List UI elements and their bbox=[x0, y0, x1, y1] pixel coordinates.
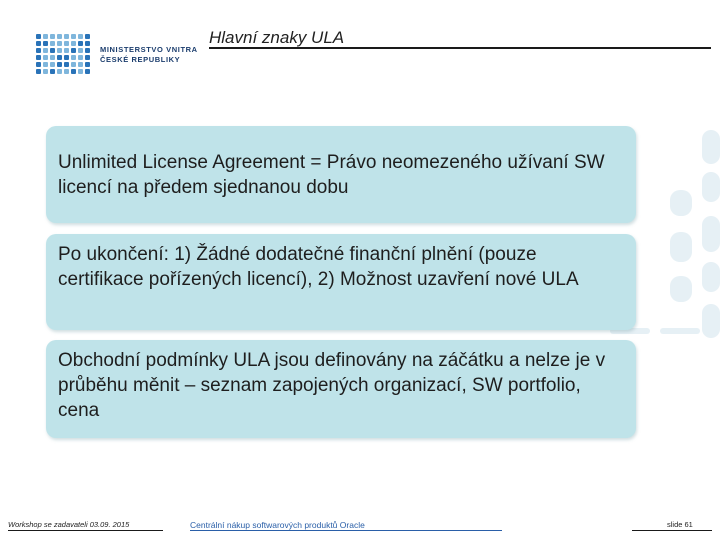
logo-dot bbox=[43, 55, 48, 60]
logo-dot bbox=[50, 41, 55, 46]
feature-box-3 bbox=[46, 340, 636, 438]
logo-dot bbox=[71, 48, 76, 53]
logo-dot bbox=[78, 69, 83, 74]
logo-dot bbox=[57, 34, 62, 39]
logo-dot bbox=[57, 69, 62, 74]
logo-line-1: MINISTERSTVO VNITRA bbox=[100, 45, 198, 54]
logo-dot bbox=[64, 55, 69, 60]
logo-dot bbox=[50, 48, 55, 53]
logo-dot bbox=[50, 69, 55, 74]
logo-dot bbox=[64, 48, 69, 53]
footer-left-rule bbox=[8, 530, 163, 531]
logo-dot bbox=[36, 48, 41, 53]
ministry-logo bbox=[34, 32, 198, 80]
logo-dot bbox=[71, 55, 76, 60]
logo-dot bbox=[43, 34, 48, 39]
logo-dot bbox=[36, 55, 41, 60]
logo-dot bbox=[57, 55, 62, 60]
feature-text-2: Po ukončení: 1) Žádné dodatečné finanční plnění (pouze certifikace pořízených licencí), 2) Možnost uzavření nové ULA bbox=[58, 244, 579, 290]
feature-text-1: Unlimited License Agreement = Právo neomezeného užívaní SW licencí na předem sjednanou dobu bbox=[58, 152, 605, 198]
logo-dot bbox=[64, 41, 69, 46]
feature-box-2 bbox=[46, 234, 636, 330]
feature-text-3: Obchodní podmínky ULA jsou definovány na záčátku a nelze je v průběhu měnit – seznam zapojených organizací, SW portfolio, cena bbox=[58, 350, 606, 421]
logo-dot bbox=[36, 69, 41, 74]
logo-dot bbox=[78, 48, 83, 53]
logo-dot bbox=[64, 34, 69, 39]
logo-dot bbox=[57, 41, 62, 46]
logo-text bbox=[100, 45, 198, 65]
footer-event: Workshop se zadavateli 03.09. 2015 bbox=[8, 520, 130, 529]
logo-dot bbox=[43, 48, 48, 53]
logo-dot bbox=[78, 34, 83, 39]
logo-dot bbox=[71, 34, 76, 39]
logo-mark-icon bbox=[34, 32, 94, 78]
slide-title: Hlavní znaky ULA bbox=[209, 28, 345, 47]
logo-dot bbox=[57, 48, 62, 53]
logo-dot bbox=[64, 69, 69, 74]
logo-dot bbox=[43, 41, 48, 46]
logo-dot bbox=[85, 34, 90, 39]
footer-center-rule bbox=[190, 530, 502, 531]
logo-dot bbox=[50, 55, 55, 60]
logo-dot bbox=[78, 41, 83, 46]
title-underline bbox=[209, 47, 711, 49]
logo-dot bbox=[78, 62, 83, 67]
logo-line-2: ČESKÉ REPUBLIKY bbox=[100, 55, 181, 64]
logo-dot bbox=[78, 55, 83, 60]
footer-project-link[interactable]: Centrální nákup softwarových produktů Oracle bbox=[190, 520, 365, 530]
logo-dot bbox=[36, 62, 41, 67]
logo-dot bbox=[43, 62, 48, 67]
logo-dot bbox=[71, 41, 76, 46]
logo-dot bbox=[50, 34, 55, 39]
logo-dot bbox=[85, 55, 90, 60]
logo-dot bbox=[71, 62, 76, 67]
logo-dot bbox=[36, 41, 41, 46]
logo-dot bbox=[85, 48, 90, 53]
logo-dot bbox=[50, 62, 55, 67]
logo-dot bbox=[85, 69, 90, 74]
logo-dot bbox=[36, 34, 41, 39]
feature-box-1 bbox=[46, 126, 636, 223]
slide-number: slide 61 bbox=[667, 520, 693, 529]
logo-dot bbox=[85, 62, 90, 67]
logo-dot bbox=[71, 69, 76, 74]
logo-dot bbox=[85, 41, 90, 46]
logo-dot bbox=[43, 69, 48, 74]
logo-dot bbox=[64, 62, 69, 67]
logo-dot bbox=[57, 62, 62, 67]
footer-right-rule bbox=[632, 530, 712, 531]
